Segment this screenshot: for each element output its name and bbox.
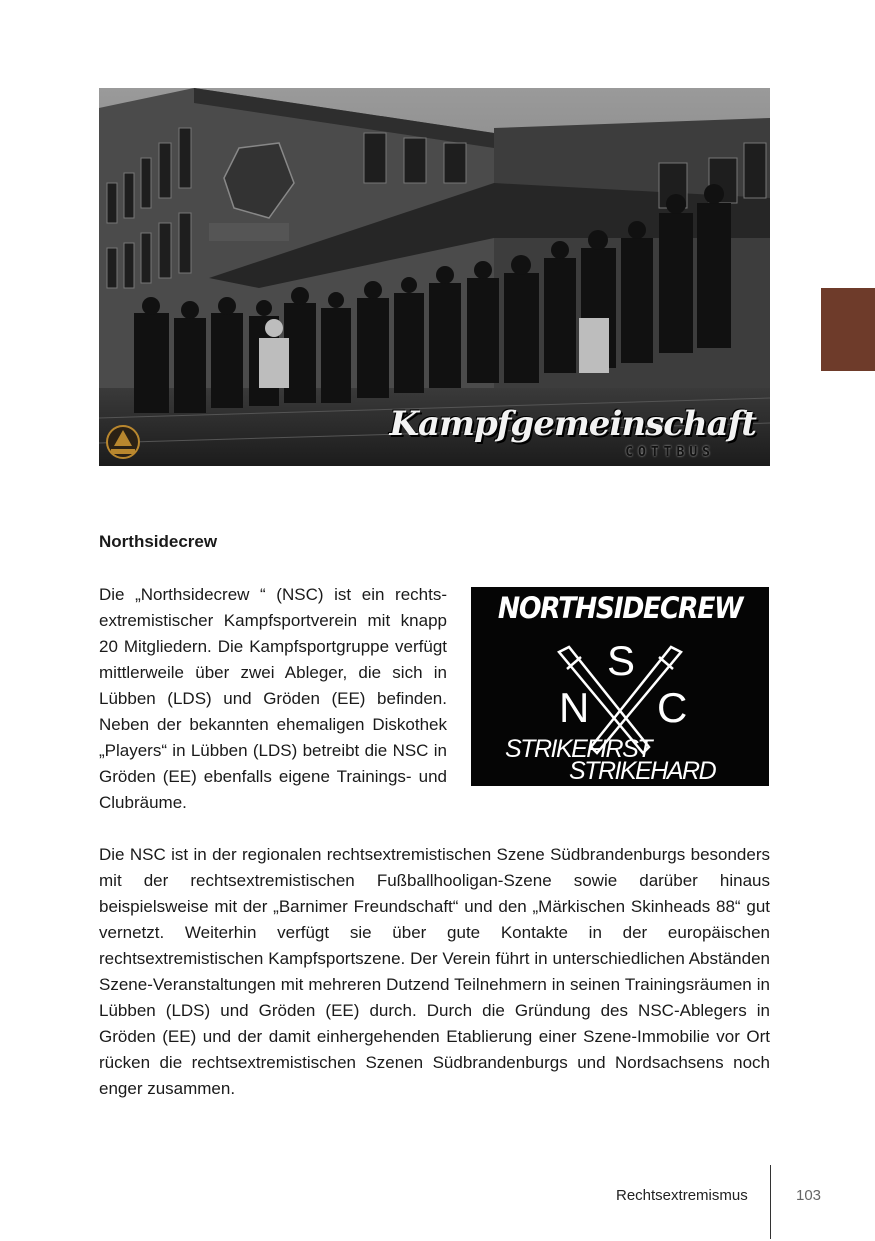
logo-letter-s: S xyxy=(607,637,636,684)
logo-title: NORTHSIDECREW xyxy=(497,591,743,625)
logo-letter-n: N xyxy=(559,684,590,731)
logo-letter-c: C xyxy=(657,684,688,731)
chapter-tab-marker xyxy=(821,288,875,371)
group-photo xyxy=(99,88,770,466)
northsidecrew-logo xyxy=(471,587,769,786)
photo-subcaption: COTTBUS xyxy=(625,445,715,460)
intro-paragraph: Die „Northsidecrew “ (NSC) ist ein rechtsextremistischer Kampfsportverein mit knapp 20 Mitgliedern. Die Kampfsportgruppe verfügt mittlerweile über zwei Ableger, die sich in Lübben (LDS) und Gröden (EE) befinden. Neben der bekannten ehemaligen Diskothek „Players“ in Lübben (LDS) betreibt die NSC in Gröden (EE) ebenfalls eigene Trainings- und Clubräume. xyxy=(99,585,447,812)
logo-strike-first: STRIKEFIRST xyxy=(505,735,652,763)
section-heading: Northsidecrew xyxy=(99,532,218,551)
footer-section-label: Rechtsextremismus xyxy=(616,1187,748,1204)
page-number: 103 xyxy=(796,1187,822,1204)
logo-strike-hard: STRIKEHARD xyxy=(569,757,716,785)
body-paragraph: Die NSC ist in der regionalen rechtsextremistischen Szene Südbrandenburgs besonders mit der rechtsextremistischen Fußballhooligan-Szene sowie darüber hinaus beispielsweise mit der „Barnimer Freundschaft“ und den „Märkischen Skinheads 88“ gut vernetzt. Weiterhin verfügt sie über gute Kontakte in der europäischen rechtsextremistischen Kampfsportszene. Der Verein führt in unterschiedlichen Abständen Szene-Veranstaltungen mit mehreren Dutzend Teilnehmern in seinen Trainingsräumen in Lübben (LDS) und Gröden (EE) durch. Durch die Gründung des NSC-Ablegers in Gröden (EE) und der damit einhergehenden Etablierung einer Szene-Immobilie vor Ort rücken die rechtsextremistischen Szenen Südbrandenburgs und Nordsachsens noch enger zusammen. xyxy=(99,845,770,1098)
footer-divider xyxy=(770,1165,771,1239)
photo-caption: Kampfgemeinschaft xyxy=(389,404,756,444)
kampfgemeinschaft-emblem-icon xyxy=(105,424,141,460)
